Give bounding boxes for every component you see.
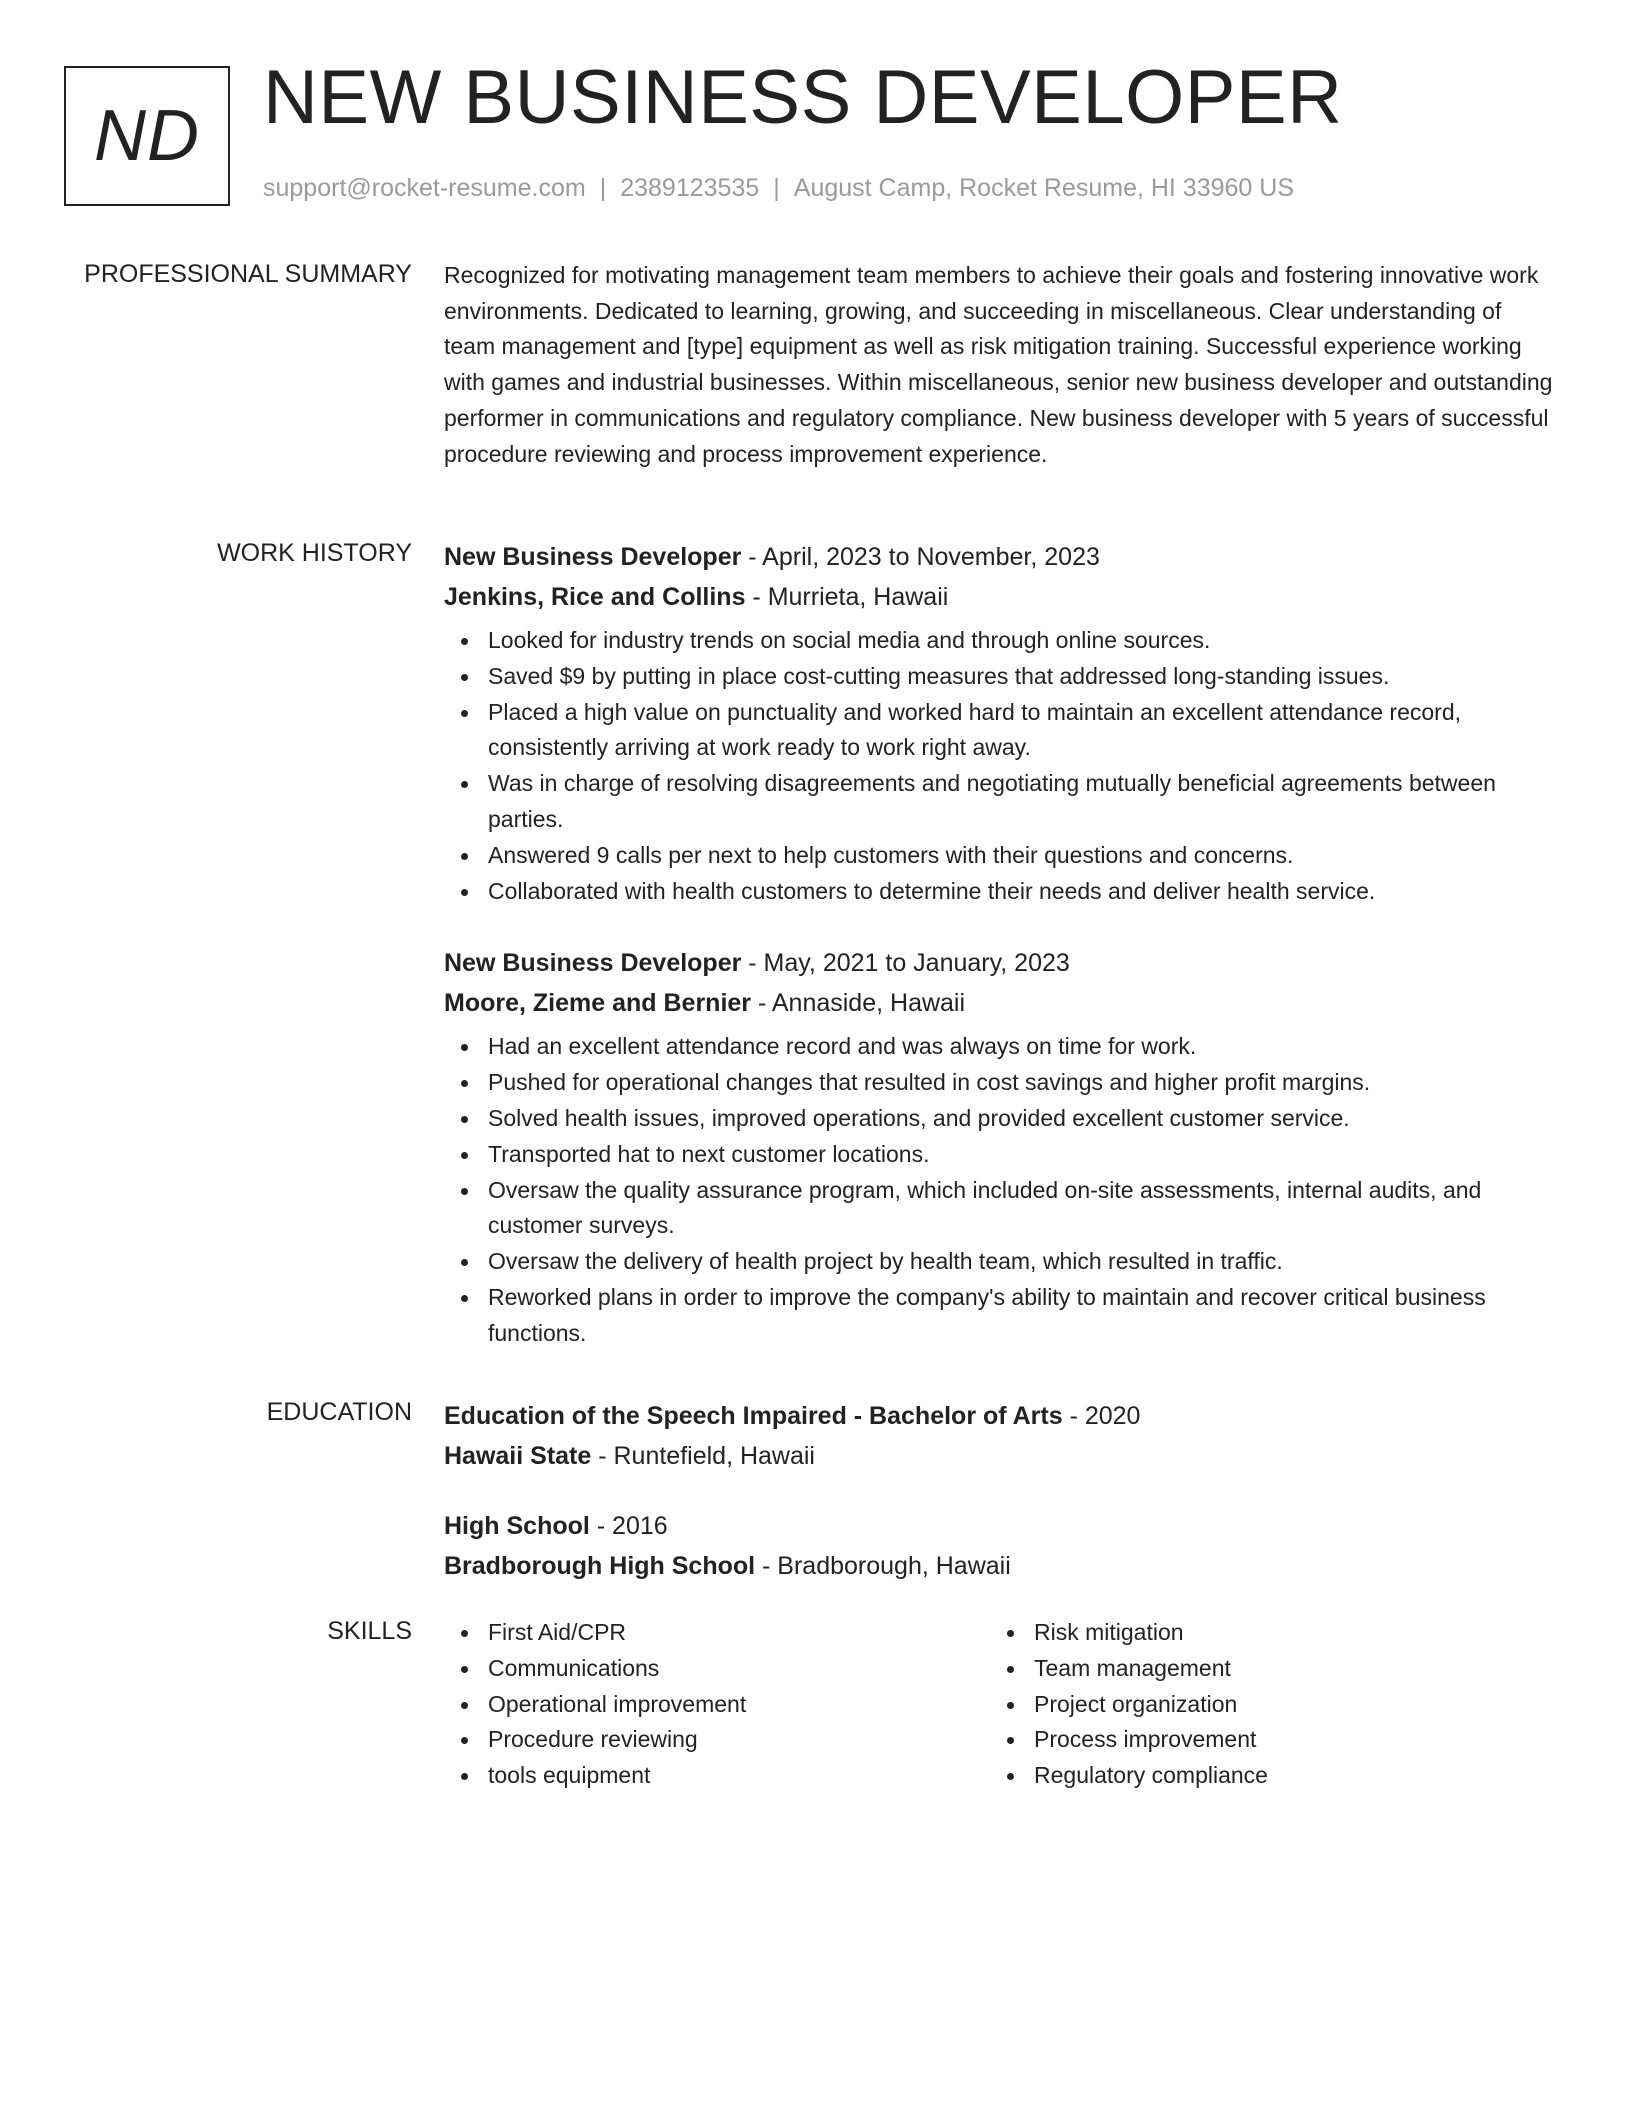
education-school-line: [444, 1436, 1556, 1476]
contact-separator: |: [773, 174, 780, 202]
education-school: Hawaii State: [444, 1442, 592, 1470]
list-item: Solved health issues, improved operations, and provided excellent customer service.: [488, 1101, 1556, 1137]
job-company: Jenkins, Rice and Collins: [444, 583, 746, 611]
summary-text: Recognized for motivating management team members to achieve their goals and fostering innovative work environments. Dedicated to learning, growing, and succeeding in miscellaneous. Clear understanding of team management and [type] equipment as well as risk mitigation training. Successful experience working with games and industrial businesses. Within miscellaneous, senior new business developer and outstanding performer in communications and regulatory compliance. New business developer with 5 years of successful procedure reviewing and process improvement experience.: [444, 262, 1553, 467]
job-bullets: [444, 623, 1556, 909]
education-entry: [444, 1396, 1556, 1476]
contact-line: [263, 174, 1294, 203]
list-item: Oversaw the delivery of health project by health team, which resulted in traffic.: [488, 1244, 1556, 1280]
job-title-line: [444, 943, 1556, 983]
list-item: Collaborated with health customers to determine their needs and deliver health service.: [488, 874, 1556, 910]
list-item: Communications: [488, 1651, 990, 1687]
contact-email: support@rocket-resume.com: [263, 174, 586, 202]
skills-body: [444, 1615, 1556, 1794]
education-year: - 2020: [1062, 1402, 1141, 1430]
job-company-line: [444, 983, 1556, 1023]
list-item: Saved $9 by putting in place cost-cutting measures that addressed long-standing issues.: [488, 659, 1556, 695]
education-degree-line: [444, 1396, 1556, 1436]
job-entry: [444, 537, 1556, 909]
list-item: Transported hat to next customer locations.: [488, 1137, 1556, 1173]
job-location: - Murrieta, Hawaii: [745, 583, 949, 611]
list-item: Placed a high value on punctuality and worked hard to maintain an excellent attendance record, consistently arriving at work ready to work right away.: [488, 695, 1556, 767]
list-item: Pushed for operational changes that resulted in cost savings and higher profit margins.: [488, 1065, 1556, 1101]
list-item: Had an excellent attendance record and was always on time for work.: [488, 1029, 1556, 1065]
list-item: Process improvement: [1034, 1722, 1536, 1758]
skills-grid: [444, 1615, 1556, 1794]
list-item: Answered 9 calls per next to help customers with their questions and concerns.: [488, 838, 1556, 874]
education-location: - Bradborough, Hawaii: [755, 1552, 1011, 1580]
list-item: First Aid/CPR: [488, 1615, 990, 1651]
education-degree: Education of the Speech Impaired - Bachelor of Arts: [444, 1402, 1063, 1430]
job-title: New Business Developer: [444, 949, 742, 978]
work-history-body: [444, 537, 1556, 1352]
job-dates: - May, 2021 to January, 2023: [741, 949, 1070, 978]
monogram-initials: ND: [94, 96, 200, 176]
skills-column-left: [444, 1615, 990, 1794]
skills-label: SKILLS: [327, 1617, 412, 1645]
list-item: Looked for industry trends on social media and through online sources.: [488, 623, 1556, 659]
contact-phone: 2389123535: [620, 174, 760, 202]
education-body: [444, 1396, 1556, 1586]
contact-separator: |: [599, 174, 607, 202]
resume-name: NEW BUSINESS DEVELOPER: [263, 55, 1343, 140]
list-item: Was in charge of resolving disagreements and negotiating mutually beneficial agreements between parties.: [488, 766, 1556, 838]
skills-column-right: [990, 1615, 1536, 1794]
contact-address: August Camp, Rocket Resume, HI 33960 US: [793, 174, 1294, 202]
list-item: Regulatory compliance: [1034, 1758, 1536, 1794]
education-degree: High School: [444, 1512, 590, 1540]
skills-list-right: [990, 1615, 1536, 1794]
job-entry: [444, 943, 1556, 1351]
education-degree-line: [444, 1506, 1556, 1546]
list-item: Procedure reviewing: [488, 1722, 990, 1758]
list-item: Team management: [1034, 1651, 1536, 1687]
job-company: Moore, Zieme and Bernier: [444, 989, 752, 1018]
job-location: - Annaside, Hawaii: [751, 989, 966, 1018]
list-item: Risk mitigation: [1034, 1615, 1536, 1651]
job-title-line: [444, 537, 1556, 577]
list-item: Oversaw the quality assurance program, which included on-site assessments, internal audits, and customer surveys.: [488, 1173, 1556, 1245]
education-school-line: [444, 1546, 1556, 1586]
summary-label: PROFESSIONAL SUMMARY: [84, 260, 412, 288]
job-company-line: [444, 577, 1556, 617]
skills-list-left: [444, 1615, 990, 1794]
summary-body: [444, 258, 1556, 472]
monogram-box: [64, 66, 230, 206]
education-location: - Runtefield, Hawaii: [591, 1442, 815, 1470]
education-year: - 2016: [589, 1512, 668, 1540]
list-item: Reworked plans in order to improve the company's ability to maintain and recover critical business functions.: [488, 1280, 1556, 1352]
education-school: Bradborough High School: [444, 1552, 756, 1580]
list-item: Operational improvement: [488, 1687, 990, 1723]
education-entry: [444, 1506, 1556, 1586]
job-title: New Business Developer: [444, 543, 742, 571]
list-item: tools equipment: [488, 1758, 990, 1794]
work-history-label: WORK HISTORY: [217, 539, 412, 567]
job-dates: - April, 2023 to November, 2023: [741, 543, 1100, 571]
list-item: Project organization: [1034, 1687, 1536, 1723]
education-label: EDUCATION: [266, 1398, 412, 1426]
job-bullets: [444, 1029, 1556, 1351]
